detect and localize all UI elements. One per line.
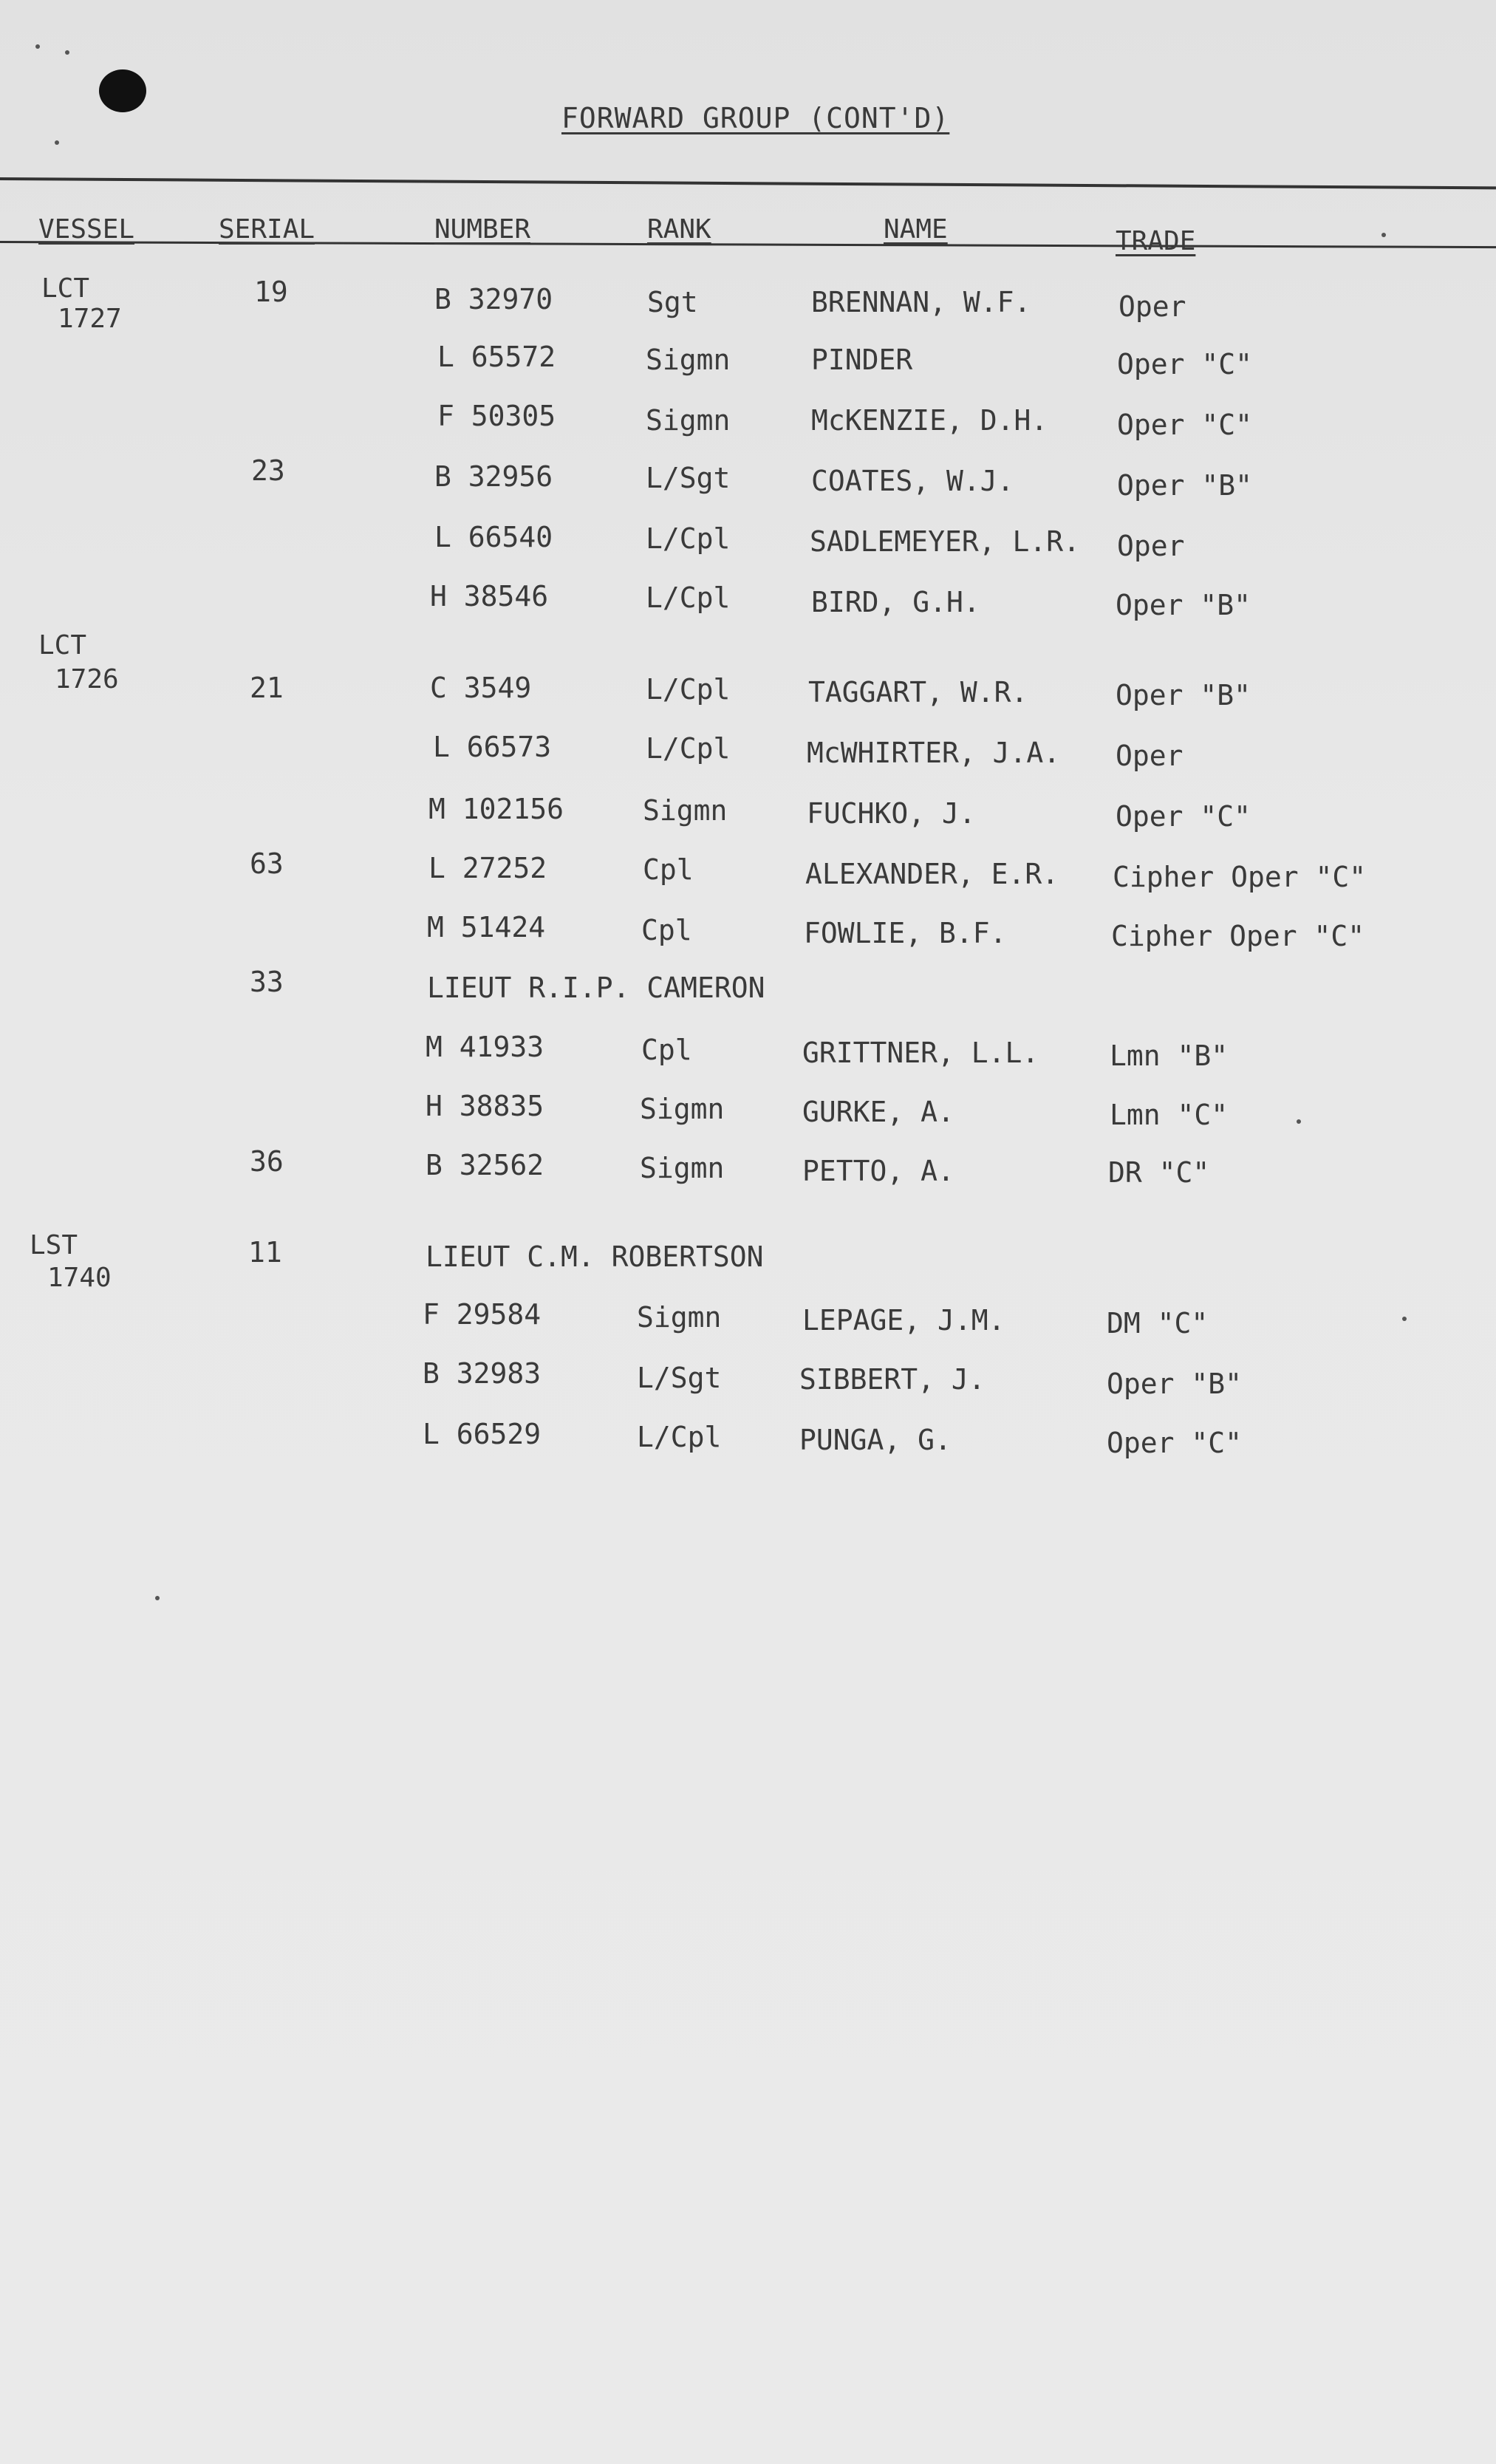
cell-number: M 51424: [427, 911, 546, 943]
cell-name: McKENZIE, D.H.: [811, 404, 1048, 437]
vessel-type: LCT: [38, 630, 87, 661]
cell-name: BRENNAN, W.F.: [811, 286, 1031, 318]
cell-name: LEPAGE, J.M.: [802, 1304, 1005, 1337]
cell-trade: Oper: [1117, 530, 1185, 562]
serial-number: 36: [250, 1145, 284, 1178]
cell-rank: Sigmn: [646, 344, 731, 376]
cell-trade: Oper "B": [1116, 589, 1251, 621]
cell-number: F 50305: [437, 400, 556, 432]
cell-name: FOWLIE, B.F.: [804, 917, 1007, 949]
cell-trade: Oper "C": [1117, 348, 1253, 380]
vessel-type: LCT: [41, 273, 90, 304]
serial-number: 23: [251, 454, 285, 487]
cell-trade: Oper "B": [1116, 679, 1251, 711]
cell-name: ALEXANDER, E.R.: [805, 858, 1059, 890]
cell-trade: Oper "B": [1117, 469, 1253, 502]
cell-name: BIRD, G.H.: [811, 586, 980, 618]
cell-trade: Oper "C": [1107, 1427, 1243, 1459]
cell-number: L 65572: [437, 341, 556, 373]
cell-name: COATES, W.J.: [811, 465, 1014, 497]
paper-speck: [1297, 1119, 1301, 1124]
cell-rank: L/Cpl: [637, 1421, 722, 1453]
cell-rank: L/Sgt: [646, 462, 731, 494]
vessel-type: LST: [30, 1230, 78, 1260]
cell-rank: L/Sgt: [637, 1362, 722, 1394]
cell-trade: Cipher Oper "C": [1111, 920, 1365, 952]
cell-name: GURKE, A.: [802, 1096, 954, 1128]
punch-hole: [99, 69, 146, 112]
cell-rank: L/Cpl: [646, 522, 731, 555]
cell-number: B 32970: [434, 283, 553, 315]
cell-rank: L/Cpl: [646, 673, 731, 706]
cell-name: FUCHKO, J.: [807, 797, 976, 830]
cell-rank: Sigmn: [640, 1093, 725, 1125]
paper-speck: [55, 140, 59, 145]
cell-trade: Oper "B": [1107, 1368, 1243, 1400]
cell-number: L 66573: [433, 731, 552, 763]
cell-trade: Lmn "B": [1110, 1040, 1229, 1072]
paper-speck: [1402, 1317, 1407, 1321]
cell-name: TAGGART, W.R.: [808, 676, 1028, 709]
paper-speck: [65, 50, 69, 55]
cell-rank: Sigmn: [643, 794, 728, 827]
cell-rank: Cpl: [643, 853, 694, 886]
cell-rank: Cpl: [641, 914, 692, 946]
cell-rank: Sigmn: [646, 404, 731, 437]
cell-rank: L/Cpl: [646, 581, 731, 614]
cell-trade: DM "C": [1107, 1307, 1209, 1339]
cell-number: L 27252: [428, 852, 547, 884]
header-rank: RANK: [647, 214, 711, 245]
cell-name: GRITTNER, L.L.: [802, 1037, 1039, 1069]
officer-line: LIEUT R.I.P. CAMERON: [427, 972, 765, 1004]
page-title: FORWARD GROUP (CONT'D): [561, 102, 950, 134]
cell-number: B 32562: [426, 1149, 544, 1181]
cell-number: M 41933: [426, 1031, 544, 1063]
cell-trade: Oper "C": [1116, 800, 1251, 833]
serial-number: 21: [250, 672, 284, 704]
cell-number: L 66540: [434, 521, 553, 553]
cell-name: PUNGA, G.: [799, 1424, 952, 1456]
cell-trade: Cipher Oper "C": [1113, 861, 1367, 893]
cell-trade: Oper: [1118, 290, 1186, 323]
serial-number: 11: [248, 1236, 282, 1269]
cell-trade: DR "C": [1108, 1156, 1210, 1189]
vessel-number: 1740: [47, 1263, 112, 1293]
header-trade: TRADE: [1116, 226, 1196, 256]
cell-name: SIBBERT, J.: [799, 1363, 986, 1396]
cell-number: H 38835: [426, 1090, 544, 1122]
cell-rank: L/Cpl: [646, 732, 731, 765]
vessel-number: 1727: [58, 304, 122, 334]
cell-rank: Sigmn: [640, 1152, 725, 1184]
cell-number: M 102156: [428, 793, 564, 825]
cell-name: SADLEMEYER, L.R.: [810, 525, 1081, 558]
cell-name: McWHIRTER, J.A.: [807, 737, 1061, 769]
header-number: NUMBER: [434, 214, 531, 245]
header-name: NAME: [884, 214, 948, 245]
cell-name: PETTO, A.: [802, 1155, 954, 1187]
cell-number: H 38546: [430, 580, 549, 612]
cell-rank: Sigmn: [637, 1301, 722, 1334]
cell-rank: Cpl: [641, 1034, 692, 1066]
paper-speck: [155, 1596, 160, 1600]
cell-name: PINDER: [811, 344, 913, 376]
paper-speck: [1381, 233, 1386, 237]
cell-trade: Oper: [1116, 740, 1184, 772]
cell-number: L 66529: [423, 1418, 542, 1450]
header-rule: [0, 177, 1496, 189]
cell-number: B 32983: [423, 1357, 542, 1390]
serial-number: 33: [250, 966, 284, 998]
paper-speck: [35, 44, 40, 49]
serial-number: 63: [250, 847, 284, 880]
header-vessel: VESSEL: [38, 214, 135, 245]
vessel-number: 1726: [55, 664, 119, 695]
serial-number: 19: [254, 276, 288, 308]
cell-number: F 29584: [423, 1298, 542, 1331]
cell-rank: Sgt: [647, 286, 698, 318]
cell-trade: Oper "C": [1117, 409, 1253, 441]
cell-trade: Lmn "C": [1110, 1099, 1229, 1131]
cell-number: C 3549: [430, 672, 532, 704]
cell-number: B 32956: [434, 460, 553, 493]
header-serial: SERIAL: [219, 214, 315, 245]
officer-line: LIEUT C.M. ROBERTSON: [426, 1240, 764, 1273]
